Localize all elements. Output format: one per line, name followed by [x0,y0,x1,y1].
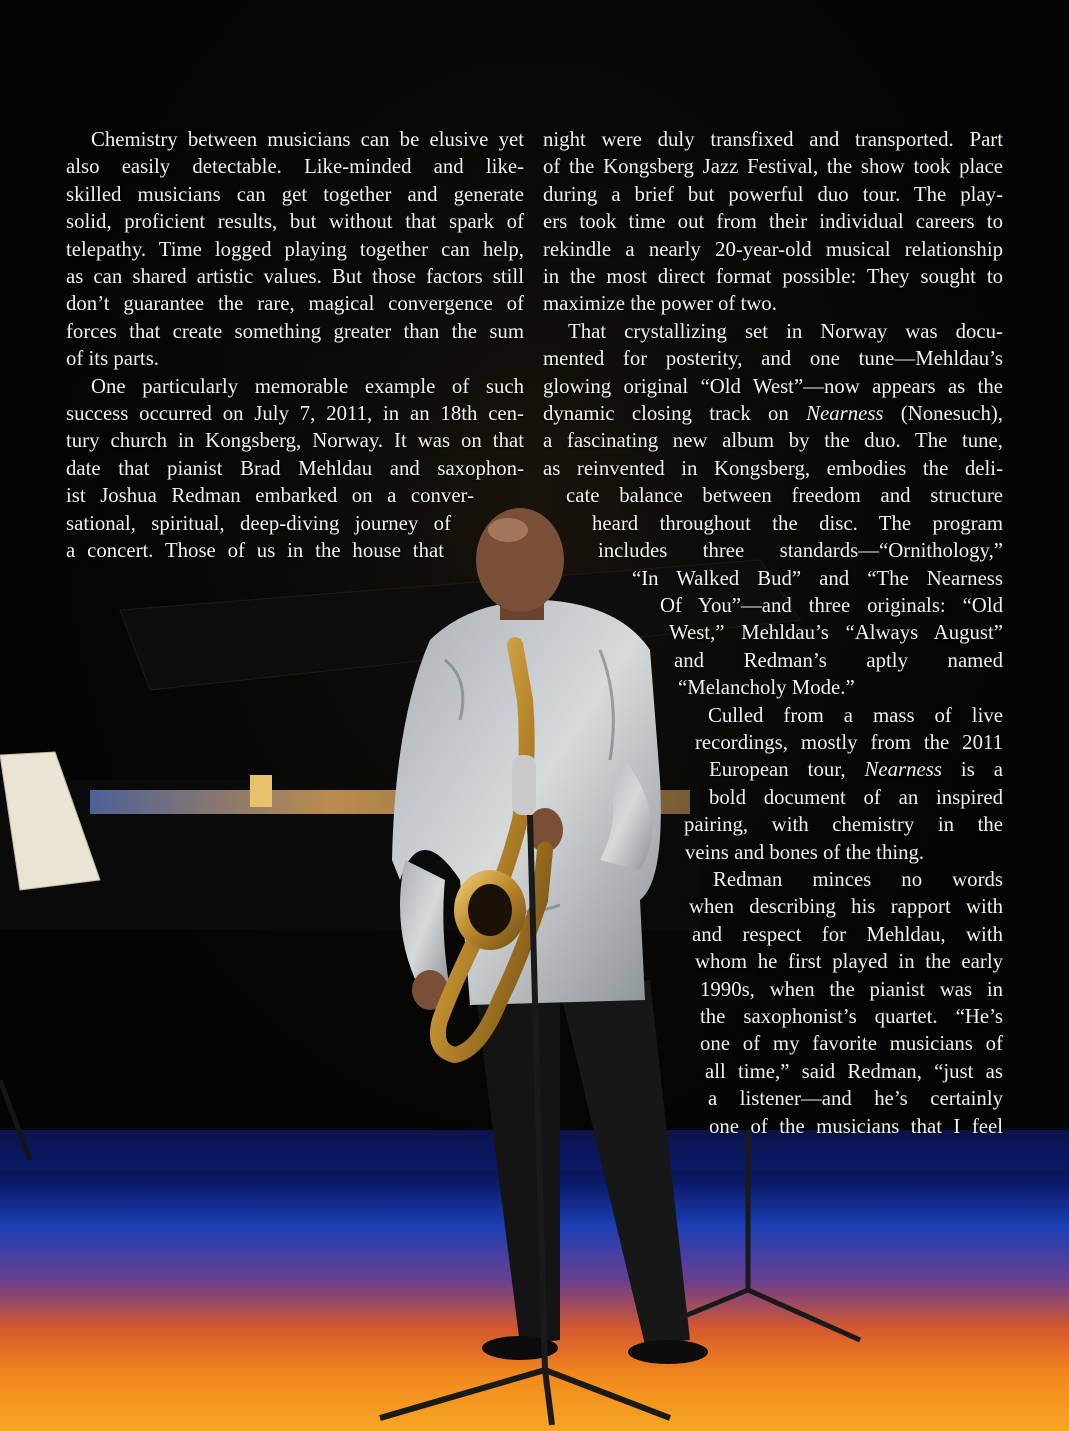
text-line: a fascinating new album by the duo. The tune, [543,429,1003,453]
text-line: date that pianist Brad Mehldau and saxophon- [66,456,524,480]
text-line: night were duly transfixed and transported. Part [543,128,1003,151]
album-title: Nearness [864,758,942,782]
text-line: solid, proficient results, but without that spark of [66,210,524,234]
text-line: and Redman’s aptly named [674,648,1003,672]
text-line: cate balance between freedom and structure [566,484,1003,508]
text-line: all time,” said Redman, “just as [705,1059,1003,1083]
text-line: and respect for Mehldau, with [692,922,1003,946]
text-line: veins and bones of the thing. [685,840,925,864]
text-line: as reinvented in Kongsberg, embodies the deli- [543,456,1003,480]
text-line: bold document of an inspired [709,785,1003,809]
text-line: heard throughout the disc. The program [592,511,1003,535]
text-line: mented for posterity, and one tune—Mehldau’s [543,347,1003,371]
text-line: a concert. Those of us in the house that [66,539,444,563]
text-line: glowing original “Old West”—now appears as the [543,374,1003,398]
text-line: That crystallizing set in Norway was docu- [568,319,1003,343]
text-line: Culled from a mass of live [708,703,1003,727]
text-line: rekindle a nearly 20-year-old musical relationship [543,237,1003,261]
text-line: Chemistry between musicians can be elusive yet [91,128,524,151]
text-line: tury church in Kongsberg, Norway. It was on that [66,429,524,453]
text-line: pairing, with chemistry in the [684,813,1003,837]
text-run: is a [941,758,1003,782]
text-line: Redman minces no words [713,867,1003,891]
text-line: one of my favorite musicians of [700,1032,1003,1056]
album-title: Nearness [806,402,884,426]
text-line [709,756,1003,783]
text-line: in the most direct format possible: They sought to [543,265,1003,289]
text-line: success occurred on July 7, 2011, in an 18th cen- [66,402,524,426]
text-line: whom he first played in the early [695,950,1003,974]
text-line: ers took time out from their individual careers to [543,210,1003,234]
text-line: during a brief but powerful duo tour. The play- [543,182,1003,206]
text-line: forces that create something greater than the sum [66,319,524,343]
text-line [543,400,1003,427]
text-line: includes three standards—“Ornithology,” [598,539,1003,563]
text-line: recordings, mostly from the 2011 [695,730,1003,754]
text-run: (Nonesuch), [883,402,1003,426]
text-line: skilled musicians can get together and generate [66,182,524,206]
right-column [543,126,1003,1140]
text-line: West,” Mehldau’s “Always August” [669,621,1003,645]
text-line: maximize the power of two. [543,292,777,316]
text-line: as can shared artistic values. But those factors still [66,265,524,289]
text-line: “In Walked Bud” and “The Nearness [632,566,1003,590]
text-line: of the Kongsberg Jazz Festival, the show took place [543,155,1003,179]
text-line: 1990s, when the pianist was in [700,977,1003,1001]
text-line: sational, spiritual, deep-diving journey of [66,511,451,535]
text-line: don’t guarantee the rare, magical convergence of [66,292,524,316]
text-line: one of the musicians that I feel [709,1114,1003,1138]
text-run: dynamic closing track on [543,402,807,426]
text-line: telepathy. Time logged playing together can help, [66,237,524,261]
text-line: the saxophonist’s quartet. “He’s [700,1005,1003,1028]
text-run: European tour, [709,758,865,782]
text-line: One particularly memorable example of such [91,374,524,398]
left-column [66,126,524,565]
text-line: “Melancholy Mode.” [678,676,855,700]
text-line: of its parts. [66,347,159,371]
text-line: also easily detectable. Like-minded and like- [66,155,524,179]
text-line: Of You”—and three originals: “Old [660,593,1003,617]
text-line: a listener—and he’s certainly [708,1087,1003,1111]
text-line: ist Joshua Redman embarked on a conver- [66,484,474,508]
text-line: when describing his rapport with [689,895,1003,919]
